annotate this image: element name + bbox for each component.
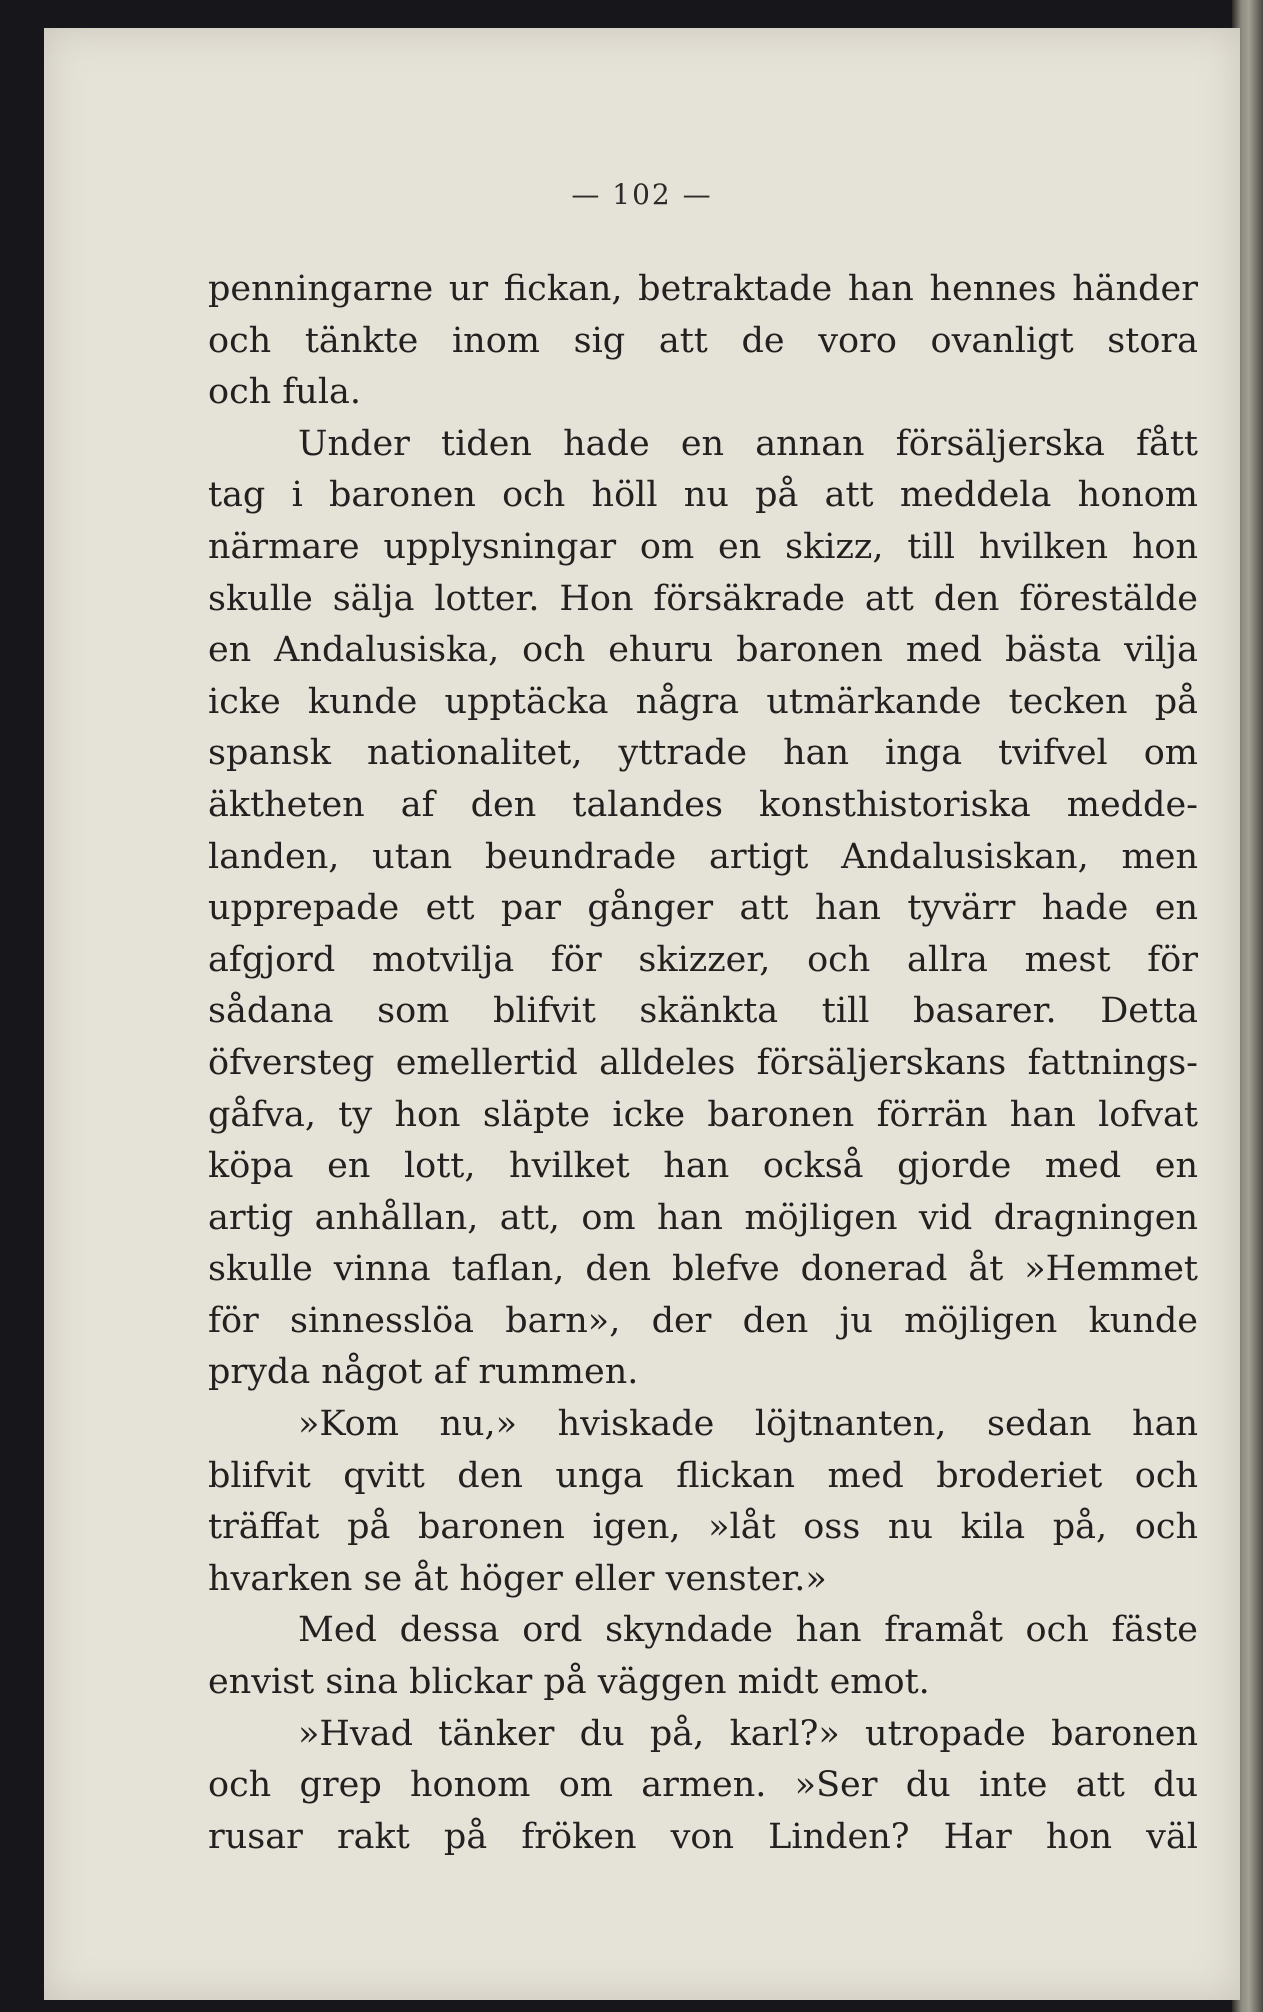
text-line: upprepade ett par gånger att han tyvärr hade en [208,888,1198,929]
text-line: sådana som blifvit skänkta till basarer. Detta [208,991,1198,1032]
text-line: Under tiden hade en annan försäljerska fått [298,423,1198,464]
text-line: »Kom nu,» hviskade löjtnanten, sedan han [298,1404,1198,1445]
text-line: envist sina blickar på väggen midt emot. [208,1662,930,1703]
text-line: tag i baronen och höll nu på att meddela honom [208,475,1198,516]
text-line: blifvit qvitt den unga flickan med broderiet och [208,1455,1198,1496]
text-line: och grep honom om armen. »Ser du inte att du [208,1765,1198,1806]
text-line: penningarne ur fickan, betraktade han hennes händer [208,269,1198,309]
text-line: träffat på baronen igen, »låt oss nu kila på, och [208,1507,1198,1548]
text-line: artig anhållan, att, om han möjligen vid dragningen [208,1197,1198,1238]
text-line: hvarken se åt höger eller venster.» [208,1558,827,1599]
text-line: och fula. [208,372,362,413]
text-line: öfversteg emellertid alldeles försäljerskans fattnings- [208,1042,1198,1083]
text-line: »Hvad tänker du på, karl?» utropade baronen [298,1713,1198,1754]
text-line: äktheten af den talandes konsthistoriska medde- [208,784,1198,825]
text-line: pryda något af rummen. [208,1352,639,1393]
text-line: närmare upplysningar om en skizz, till hvilken hon [208,526,1198,567]
book-page [44,28,1240,2000]
text-line: spansk nationalitet, yttrade han inga tvifvel om [208,733,1198,774]
text-line: en Andalusiska, och ehuru baronen med bästa vilja [208,630,1198,671]
page-number: — 102 — [571,178,713,211]
text-line: rusar rakt på fröken von Linden? Har hon väl [208,1816,1198,1857]
text-line: köpa en lott, hvilket han också gjorde med en [208,1146,1198,1187]
text-line: för sinnesslöa barn», der den ju möjligen kunde [208,1300,1198,1341]
text-line: Med dessa ord skyndade han framåt och fäste [298,1610,1198,1651]
text-line: icke kunde upptäcka några utmärkande tecken på [208,681,1198,722]
text-line: gåfva, ty hon släpte icke baronen förrän han lofvat [208,1094,1198,1135]
text-line: skulle sälja lotter. Hon försäkrade att den förestälde [208,578,1198,619]
text-line: afgjord motvilja för skizzer, och allra mest för [208,939,1198,980]
body-text [208,264,1198,1863]
text-line: landen, utan beundrade artigt Andalusiskan, men [208,836,1198,877]
text-line: och tänkte inom sig att de voro ovanligt stora [208,320,1198,361]
text-line: skulle vinna taflan, den blefve donerad åt »Hemmet [208,1249,1198,1290]
